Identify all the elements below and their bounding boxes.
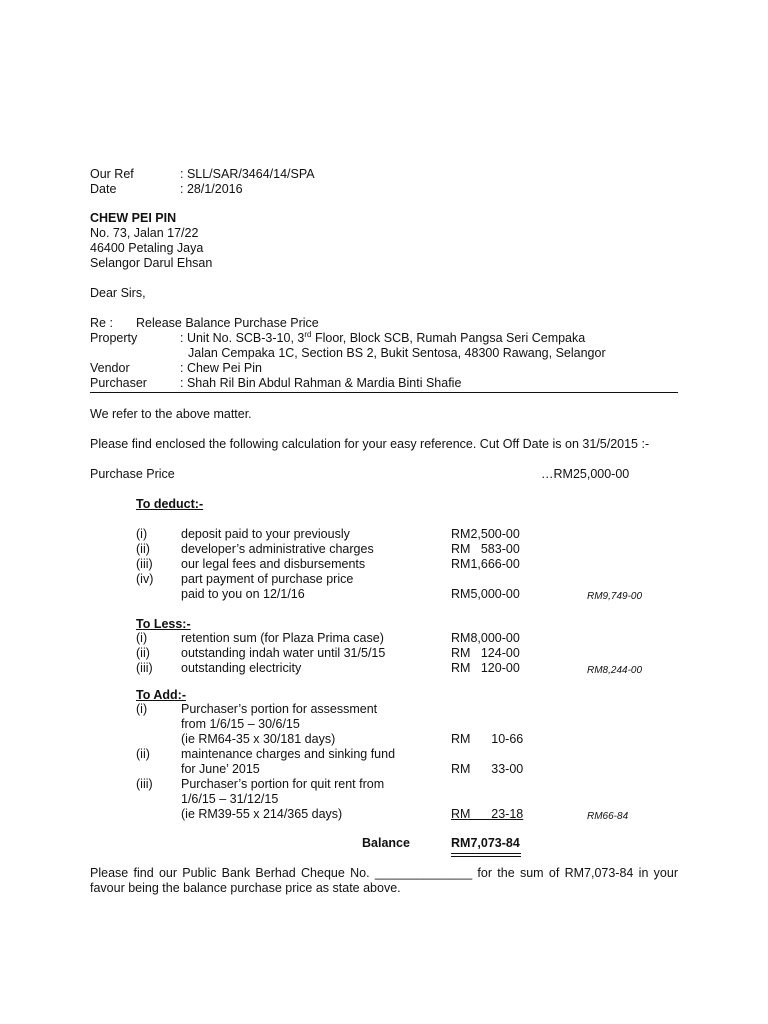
header-rule bbox=[90, 392, 678, 393]
less-i-amount: RM8,000-00 bbox=[451, 631, 520, 645]
address-line-2: 46400 Petaling Jaya bbox=[90, 241, 204, 255]
deduct-i-desc: deposit paid to your previously bbox=[181, 527, 350, 541]
deduct-total: RM9,749-00 bbox=[587, 591, 643, 602]
date-label: Date bbox=[90, 182, 117, 196]
add-iii-desc-2: 1/6/15 – 31/12/15 bbox=[181, 792, 279, 806]
purchaser-label: Purchaser bbox=[90, 376, 147, 390]
deduct-iii-num: (iii) bbox=[136, 557, 153, 571]
less-ii-desc: outstanding indah water until 31/5/15 bbox=[181, 646, 386, 660]
add-total: RM66-84 bbox=[587, 811, 629, 822]
our-ref-value: : SLL/SAR/3464/14/SPA bbox=[180, 167, 315, 181]
property-label: Property bbox=[90, 331, 138, 345]
less-iii-amount: RM 120-00 bbox=[451, 661, 520, 675]
deduct-iv-desc-2: paid to you on 12/1/16 bbox=[181, 587, 305, 601]
purchase-price-value: …RM25,000-00 bbox=[541, 467, 630, 481]
balance-value: RM7,073-84 bbox=[451, 836, 520, 850]
salutation: Dear Sirs, bbox=[90, 286, 146, 300]
our-ref-label: Our Ref bbox=[90, 167, 134, 181]
deduct-iv-num: (iv) bbox=[136, 572, 154, 586]
add-i-desc-3: (ie RM64-35 x 30/181 days) bbox=[181, 732, 336, 746]
vendor-label: Vendor bbox=[90, 361, 130, 375]
add-i-num: (i) bbox=[136, 702, 148, 716]
add-iii-desc-3: (ie RM39-55 x 214/365 days) bbox=[181, 807, 343, 821]
deduct-i-amount: RM2,500-00 bbox=[451, 527, 520, 541]
re-value: Release Balance Purchase Price bbox=[136, 316, 319, 330]
paragraph-refer: We refer to the above matter. bbox=[90, 407, 252, 421]
address-line-3: Selangor Darul Ehsan bbox=[90, 256, 213, 270]
closing-paragraph: Please find our Public Bank Berhad Cheque No. ______________ for the sum of RM7,073-84 in your favour being the balance purchase price as state above. bbox=[90, 866, 678, 895]
purchaser-value: : Shah Ril Bin Abdul Rahman & Mardia Binti Shafie bbox=[180, 376, 462, 390]
balance-label: Balance bbox=[362, 836, 410, 850]
add-iii-amount: RM 23-18 bbox=[451, 807, 524, 821]
property-value-line2: Jalan Cempaka 1C, Section BS 2, Bukit Sentosa, 48300 Rawang, Selangor bbox=[188, 346, 606, 360]
vendor-value: : Chew Pei Pin bbox=[180, 361, 262, 375]
deduct-iv-amount: RM5,000-00 bbox=[451, 587, 520, 601]
paragraph-calculation: Please find enclosed the following calculation for your easy reference. Cut Off Date is on 31/5/2015 :- bbox=[90, 437, 650, 451]
purchase-price-label: Purchase Price bbox=[90, 467, 175, 481]
add-heading: To Add:- bbox=[136, 688, 186, 702]
less-i-desc: retention sum (for Plaza Prima case) bbox=[181, 631, 384, 645]
add-iii-num: (iii) bbox=[136, 777, 153, 791]
balance-underline-1 bbox=[451, 853, 521, 854]
re-label: Re : bbox=[90, 316, 113, 330]
add-ii-desc-1: maintenance charges and sinking fund bbox=[181, 747, 396, 761]
less-heading: To Less:- bbox=[136, 617, 191, 631]
less-iii-num: (iii) bbox=[136, 661, 153, 675]
less-ii-num: (ii) bbox=[136, 646, 150, 660]
deduct-ii-amount: RM 583-00 bbox=[451, 542, 520, 556]
less-i-num: (i) bbox=[136, 631, 148, 645]
deduct-iii-amount: RM1,666-00 bbox=[451, 557, 520, 571]
deduct-i-num: (i) bbox=[136, 527, 148, 541]
property-value: : Unit No. SCB-3-10, 3rd Floor, Block SCB, Rumah Pangsa Seri Cempaka bbox=[180, 329, 586, 345]
deduct-iii-desc: our legal fees and disbursements bbox=[181, 557, 366, 571]
less-ii-amount: RM 124-00 bbox=[451, 646, 520, 660]
balance-underline-2 bbox=[451, 856, 521, 857]
less-iii-desc: outstanding electricity bbox=[181, 661, 302, 675]
less-total: RM8,244-00 bbox=[587, 665, 643, 676]
date-value: : 28/1/2016 bbox=[180, 182, 243, 196]
address-line-1: No. 73, Jalan 17/22 bbox=[90, 226, 199, 240]
add-iii-desc-1: Purchaser’s portion for quit rent from bbox=[181, 777, 385, 791]
add-ii-amount: RM 33-00 bbox=[451, 762, 524, 776]
deduct-ii-num: (ii) bbox=[136, 542, 150, 556]
deduct-ii-desc: developer’s administrative charges bbox=[181, 542, 374, 556]
add-ii-desc-2: for June’ 2015 bbox=[181, 762, 260, 776]
deduct-heading: To deduct:- bbox=[136, 497, 204, 511]
add-i-desc-2: from 1/6/15 – 30/6/15 bbox=[181, 717, 300, 731]
add-i-desc-1: Purchaser’s portion for assessment bbox=[181, 702, 378, 716]
add-ii-num: (ii) bbox=[136, 747, 150, 761]
add-i-amount: RM 10-66 bbox=[451, 732, 524, 746]
deduct-iv-desc-1: part payment of purchase price bbox=[181, 572, 354, 586]
addressee-name: CHEW PEI PIN bbox=[90, 211, 177, 225]
